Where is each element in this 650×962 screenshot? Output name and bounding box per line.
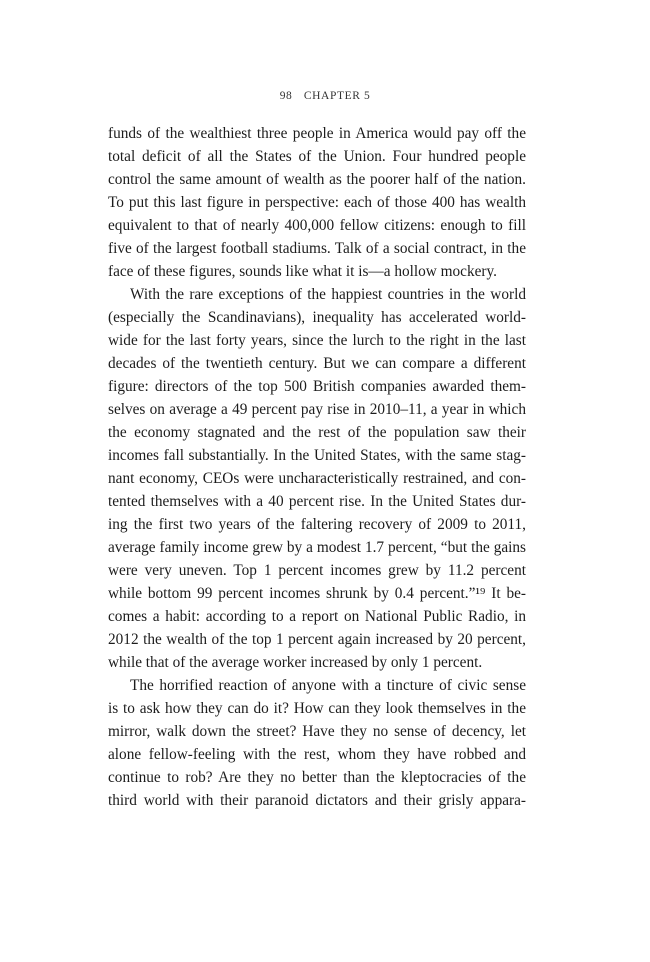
text-line: total deficit of all the States of the Union. Four hundred people xyxy=(108,148,526,165)
text-line: The horrified reaction of anyone with a tincture of civic sense xyxy=(130,677,526,694)
text-line: With the rare exceptions of the happiest countries in the world xyxy=(130,286,526,303)
text-line: average family income grew by a modest 1.7 percent, “but the gains xyxy=(108,539,526,556)
text-line: while bottom 99 percent incomes shrunk by 0.4 percent.”¹⁹ It be- xyxy=(108,585,526,602)
text-line: continue to rob? Are they no better than the kleptocracies of the xyxy=(108,769,526,786)
text-line: incomes fall substantially. In the United States, with the same stag- xyxy=(108,447,526,464)
page-number: 98 xyxy=(279,90,293,102)
text-line: funds of the wealthiest three people in America would pay off the xyxy=(108,125,526,142)
text-line: equivalent to that of nearly 400,000 fellow citizens: enough to fill xyxy=(108,217,526,234)
paragraph xyxy=(108,283,526,674)
body-text xyxy=(108,122,526,812)
text-line: wide for the last forty years, since the lurch to the right in the last xyxy=(108,332,526,349)
text-line: 2012 the wealth of the top 1 percent again increased by 20 percent, xyxy=(108,631,526,648)
text-line: nant economy, CEOs were uncharacteristically restrained, and con- xyxy=(108,470,526,487)
text-line: control the same amount of wealth as the poorer half of the nation. xyxy=(108,171,526,188)
text-line: tented themselves with a 40 percent rise. In the United States dur- xyxy=(108,493,526,510)
chapter-title: CHAPTER 5 xyxy=(303,90,371,102)
text-line: selves on average a 49 percent pay rise in 2010–11, a year in which xyxy=(108,401,526,418)
text-line: is to ask how they can do it? How can they look themselves in the xyxy=(108,700,526,717)
text-line: To put this last figure in perspective: each of those 400 has wealth xyxy=(108,194,526,211)
text-line: (especially the Scandinavians), inequality has accelerated world- xyxy=(108,309,526,326)
running-head xyxy=(0,90,650,102)
paragraph xyxy=(108,122,526,283)
text-line: figure: directors of the top 500 British companies awarded them- xyxy=(108,378,526,395)
text-line: ing the first two years of the faltering recovery of 2009 to 2011, xyxy=(108,516,526,533)
text-line: mirror, walk down the street? Have they no sense of decency, let xyxy=(108,723,526,740)
text-line: while that of the average worker increased by only 1 percent. xyxy=(108,654,483,671)
text-line: third world with their paranoid dictators and their grisly appara- xyxy=(108,792,526,809)
text-line: comes a habit: according to a report on National Public Radio, in xyxy=(108,608,526,625)
paragraph xyxy=(108,674,526,812)
text-line: alone fellow-feeling with the rest, whom they have robbed and xyxy=(108,746,526,763)
text-line: five of the largest football stadiums. Talk of a social contract, in the xyxy=(108,240,526,257)
text-line: the economy stagnated and the rest of the population saw their xyxy=(108,424,526,441)
text-line: decades of the twentieth century. But we can compare a different xyxy=(108,355,526,372)
text-line: face of these figures, sounds like what it is—a hollow mockery. xyxy=(108,263,497,280)
text-line: were very uneven. Top 1 percent incomes grew by 11.2 percent xyxy=(108,562,526,579)
